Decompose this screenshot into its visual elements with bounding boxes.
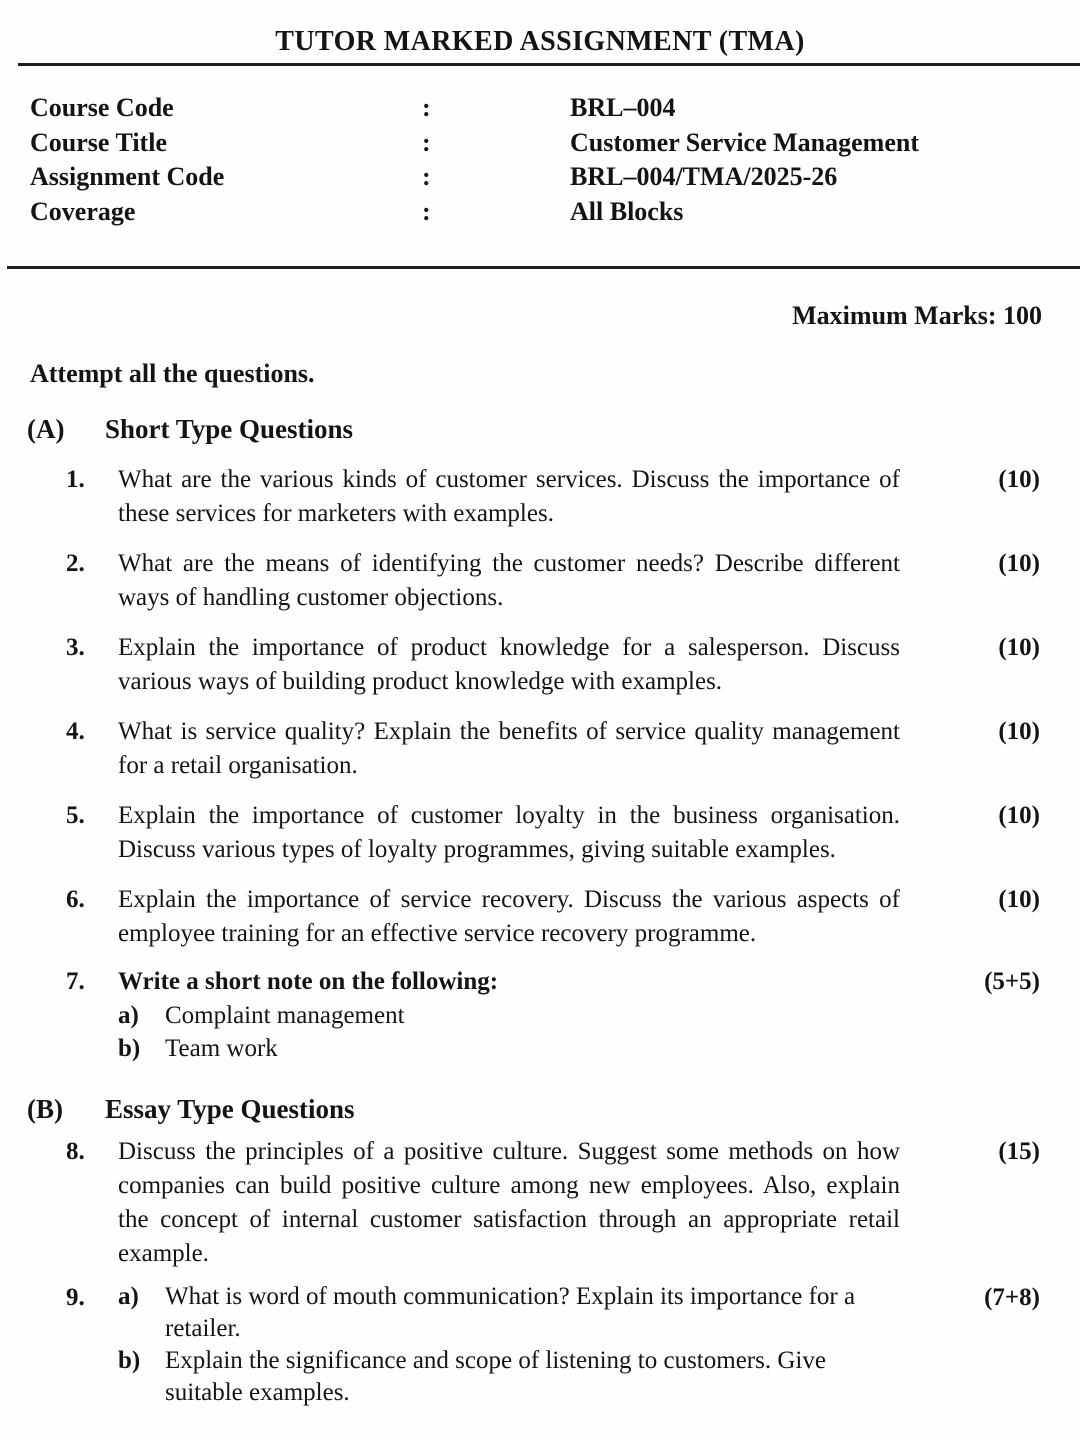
- question-body: [118, 1135, 900, 1271]
- subitem-label: a): [118, 1283, 139, 1310]
- section-b-heading: [0, 1091, 1080, 1127]
- meta-value: All Blocks: [570, 196, 684, 226]
- question-marks: (10): [998, 634, 1040, 661]
- question-number: 6.: [66, 886, 85, 913]
- question-text: Write a short note on the following:: [118, 968, 499, 995]
- course-meta: [0, 91, 1080, 229]
- section-a-label: (A): [27, 414, 65, 444]
- meta-colon: :: [422, 93, 431, 122]
- meta-value: Customer Service Management: [570, 127, 919, 157]
- question-body: [118, 547, 900, 615]
- question-body: [118, 799, 900, 867]
- question-text: Explain the importance of service recovery. Discuss the various aspects of employee training for an effective service recovery programme.: [118, 886, 900, 947]
- subitem-text: Complaint management: [165, 1002, 405, 1029]
- question-5: [0, 799, 1080, 867]
- question-text: What are the means of identifying the customer needs? Describe different ways of handling customer objections.: [118, 550, 900, 611]
- question-marks: (10): [998, 802, 1040, 829]
- subitem-text: What is word of mouth communication? Explain its importance for a retailer.: [165, 1283, 856, 1342]
- question-marks: (10): [998, 886, 1040, 913]
- question-6: [0, 883, 1080, 951]
- meta-value: BRL–004: [570, 93, 676, 122]
- question-body: [118, 1281, 900, 1409]
- question-marks: (5+5): [984, 968, 1040, 995]
- assignment-document: [0, 26, 1080, 1409]
- question-number: 5.: [66, 802, 85, 829]
- question-text: Explain the importance of product knowledge for a salesperson. Discuss various ways of building product knowledge with examples.: [118, 634, 900, 695]
- subitem-b: [118, 1345, 900, 1409]
- max-marks: Maximum Marks: 100: [792, 301, 1042, 330]
- meta-row-course-title: [0, 126, 1080, 161]
- question-marks: (7+8): [984, 1284, 1040, 1311]
- question-body: [118, 631, 900, 699]
- question-3: [0, 631, 1080, 699]
- question-marks: (10): [998, 718, 1040, 745]
- question-8: [0, 1135, 1080, 1271]
- question-marks: (10): [998, 466, 1040, 493]
- title-divider: [18, 63, 1080, 66]
- subitem-label: a): [118, 1002, 139, 1029]
- subitem-text: Explain the significance and scope of listening to customers. Give suitable examples.: [165, 1347, 826, 1406]
- section-b-label: (B): [27, 1094, 63, 1124]
- question-9: [0, 1281, 1080, 1409]
- meta-label: Course Code: [30, 93, 174, 122]
- question-body: [118, 715, 900, 783]
- section-a-title: Short Type Questions: [105, 414, 354, 444]
- question-marks: (10): [998, 550, 1040, 577]
- meta-colon: :: [422, 162, 431, 191]
- question-2: [0, 547, 1080, 615]
- question-marks: (15): [998, 1138, 1040, 1165]
- meta-colon: :: [422, 127, 431, 157]
- subitem-a: [118, 999, 900, 1032]
- section-b-title: Essay Type Questions: [105, 1094, 355, 1124]
- meta-label: Course Title: [30, 127, 167, 157]
- meta-colon: :: [422, 196, 431, 226]
- question-text: What are the various kinds of customer services. Discuss the importance of these services for marketers with examples.: [118, 466, 900, 527]
- meta-value: BRL–004/TMA/2025-26: [570, 162, 838, 191]
- question-number: 1.: [66, 466, 85, 493]
- subitem-label: b): [118, 1347, 141, 1374]
- subitem-label: b): [118, 1035, 141, 1062]
- meta-row-assignment-code: [0, 160, 1080, 195]
- question-body: [118, 965, 900, 1065]
- question-number: 3.: [66, 634, 85, 661]
- instruction: Attempt all the questions.: [30, 359, 315, 388]
- question-number: 8.: [66, 1138, 85, 1165]
- question-body: [118, 463, 900, 531]
- meta-label: Coverage: [30, 196, 136, 226]
- question-1: [0, 463, 1080, 531]
- question-7: [0, 965, 1080, 1065]
- header-divider: [7, 266, 1080, 269]
- question-text: What is service quality? Explain the benefits of service quality management for a retail organisation.: [118, 718, 900, 779]
- meta-row-course-code: [0, 91, 1080, 126]
- subitem-text: Team work: [165, 1035, 278, 1062]
- question-text: Explain the importance of customer loyalty in the business organisation. Discuss various types of loyalty programmes, giving suitable examples.: [118, 802, 900, 863]
- section-a-heading: [0, 411, 1080, 447]
- question-number: 9.: [66, 1284, 85, 1311]
- question-number: 7.: [66, 968, 85, 995]
- subitem-a: [118, 1281, 900, 1345]
- question-number: 4.: [66, 718, 85, 745]
- question-body: [118, 883, 900, 951]
- meta-label: Assignment Code: [30, 162, 225, 191]
- subitem-b: [118, 1032, 900, 1065]
- question-4: [0, 715, 1080, 783]
- question-number: 2.: [66, 550, 85, 577]
- meta-row-coverage: [0, 195, 1080, 230]
- question-text: Discuss the principles of a positive culture. Suggest some methods on how companies can build positive culture among new employees. Also, explain the concept of internal customer satisfaction through an appropriate retail example.: [118, 1138, 900, 1267]
- page-title: TUTOR MARKED ASSIGNMENT (TMA): [275, 26, 805, 57]
